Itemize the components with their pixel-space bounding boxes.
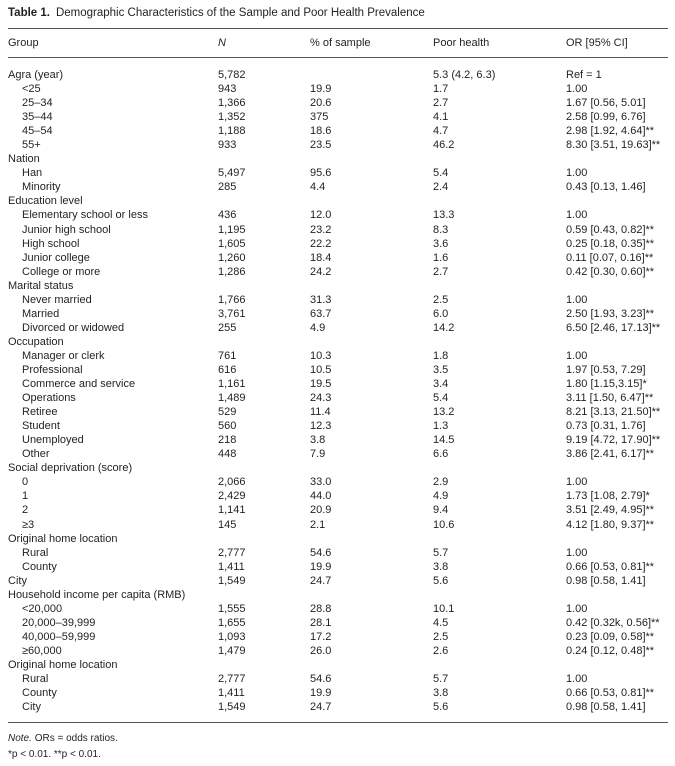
section-header-row: [0, 461, 675, 475]
cell-poor-health: 10.6: [433, 518, 455, 531]
cell-or-ci: 4.12 [1.80, 9.37]**: [566, 518, 655, 531]
cell-poor-health: 8.3: [433, 223, 449, 236]
cell-percent: 18.6: [310, 125, 332, 138]
cell-poor-health: 1.7: [433, 83, 449, 96]
table-row: [0, 602, 675, 616]
cell-or-ci: 1.00: [566, 167, 588, 180]
cell-group: 55+: [22, 139, 41, 152]
table-row: [0, 321, 675, 335]
cell-poor-health: 13.2: [433, 406, 455, 419]
cell-percent: 26.0: [310, 644, 332, 657]
cell-percent: 33.0: [310, 476, 332, 489]
cell-percent: 23.5: [310, 139, 332, 152]
cell-poor-health: 4.9: [433, 490, 449, 503]
table-row: [0, 124, 675, 138]
note-text: ORs = odds ratios.: [34, 733, 118, 744]
cell-group: Student: [22, 420, 60, 433]
cell-n: 2,066: [218, 476, 246, 489]
table-row: [0, 560, 675, 574]
cell-or-ci: 0.73 [0.31, 1.76]: [566, 420, 646, 433]
cell-or-ci: 0.42 [0.30, 0.60]**: [566, 265, 655, 278]
table-caption: Demographic Characteristics of the Sample and Poor Health Prevalence: [55, 7, 425, 19]
cell-n: 560: [218, 420, 237, 433]
cell-n: 761: [218, 349, 237, 362]
table-row: [0, 433, 675, 447]
cell-percent: 10.3: [310, 349, 332, 362]
cell-group: 0: [22, 476, 29, 489]
cell-or-ci: 2.58 [0.99, 6.76]: [566, 111, 646, 124]
cell-poor-health: 4.1: [433, 111, 449, 124]
cell-n: 2,777: [218, 673, 246, 686]
table-row: [0, 672, 675, 686]
cell-percent: 24.3: [310, 392, 332, 405]
cell-percent: 63.7: [310, 307, 332, 320]
cell-n: 2,777: [218, 546, 246, 559]
cell-poor-health: 13.3: [433, 209, 455, 222]
header-or-ci: OR [95% CI]: [566, 37, 628, 49]
cell-n: 529: [218, 406, 237, 419]
table-header: [0, 36, 675, 52]
cell-percent: 375: [310, 111, 329, 124]
cell-group: City: [22, 701, 41, 714]
cell-percent: 19.9: [310, 560, 332, 573]
cell-group: Minority: [22, 181, 61, 194]
cell-poor-health: 46.2: [433, 139, 455, 152]
cell-group: Junior college: [22, 251, 90, 264]
cell-n: 1,489: [218, 392, 246, 405]
table-body: [0, 68, 675, 714]
cell-group: Elementary school or less: [22, 209, 148, 222]
table-label: Table 1.: [8, 7, 50, 19]
cell-n: 1,411: [218, 687, 245, 700]
cell-percent: 18.4: [310, 251, 332, 264]
cell-group: Unemployed: [22, 434, 84, 447]
cell-poor-health: 5.6: [433, 701, 449, 714]
cell-percent: 3.8: [310, 434, 326, 447]
table-row: [0, 405, 675, 419]
cell-or-ci: 2.98 [1.92, 4.64]**: [566, 125, 655, 138]
table-row: [0, 630, 675, 644]
cell-group: Han: [22, 167, 43, 180]
cell-percent: 12.3: [310, 420, 332, 433]
cell-or-ci: 2.50 [1.93, 3.23]**: [566, 307, 655, 320]
cell-poor-health: 5.3 (4.2, 6.3): [433, 69, 496, 81]
cell-group: Occupation: [8, 335, 64, 348]
cell-group: ≥60,000: [22, 644, 62, 657]
cell-n: 1,549: [218, 574, 246, 587]
cell-n: 448: [218, 448, 237, 461]
top-rule: [8, 28, 668, 29]
cell-n: 1,655: [218, 616, 246, 629]
table-row: [0, 574, 675, 588]
cell-n: 1,411: [218, 560, 245, 573]
table-row: [0, 546, 675, 560]
cell-percent: 28.1: [310, 616, 332, 629]
cell-poor-health: 2.5: [433, 630, 449, 643]
cell-poor-health: 5.6: [433, 574, 449, 587]
cell-group: County: [22, 687, 57, 700]
cell-n: 436: [218, 209, 237, 222]
cell-poor-health: 3.4: [433, 378, 449, 391]
section-header-row: [0, 194, 675, 208]
cell-group: 45–54: [22, 125, 53, 138]
cell-poor-health: 3.5: [433, 363, 449, 376]
cell-group: Rural: [22, 546, 49, 559]
cell-poor-health: 5.4: [433, 392, 449, 405]
cell-or-ci: 1.00: [566, 602, 588, 615]
table-row: [0, 489, 675, 503]
cell-poor-health: 5.7: [433, 673, 449, 686]
cell-n: 2,429: [218, 490, 246, 503]
table-row: [0, 68, 675, 82]
cell-n: 1,549: [218, 701, 246, 714]
cell-group: 25–34: [22, 97, 53, 110]
cell-group: 1: [22, 490, 29, 503]
cell-or-ci: Ref = 1: [566, 69, 602, 81]
cell-poor-health: 6.6: [433, 448, 449, 461]
cell-poor-health: 14.2: [433, 321, 455, 334]
cell-poor-health: 3.8: [433, 560, 449, 573]
cell-or-ci: 0.42 [0.32k, 0.56]**: [566, 616, 660, 629]
table-row: [0, 349, 675, 363]
cell-poor-health: 2.4: [433, 181, 449, 194]
cell-n: 1,141: [218, 504, 246, 517]
cell-group: Marital status: [8, 279, 74, 292]
cell-percent: 23.2: [310, 223, 332, 236]
cell-or-ci: 1.00: [566, 209, 588, 222]
cell-or-ci: 1.00: [566, 349, 588, 362]
cell-percent: 31.3: [310, 293, 332, 306]
cell-poor-health: 2.9: [433, 476, 449, 489]
cell-n: 1,605: [218, 237, 246, 250]
table-row: [0, 110, 675, 124]
cell-group: Original home location: [8, 658, 118, 671]
table-row: [0, 96, 675, 110]
cell-or-ci: 0.59 [0.43, 0.82]**: [566, 223, 655, 236]
cell-percent: 24.2: [310, 265, 332, 278]
cell-percent: 20.9: [310, 504, 332, 517]
cell-poor-health: 5.7: [433, 546, 449, 559]
section-header-row: [0, 279, 675, 293]
cell-or-ci: 1.80 [1.15,3.15]*: [566, 378, 647, 391]
section-header-row: [0, 588, 675, 602]
cell-percent: 44.0: [310, 490, 332, 503]
table-row: [0, 223, 675, 237]
cell-or-ci: 3.86 [2.41, 6.17]**: [566, 448, 655, 461]
cell-or-ci: 0.23 [0.09, 0.58]**: [566, 630, 655, 643]
cell-group: ≥3: [22, 518, 35, 531]
table-title: [8, 7, 425, 19]
cell-n: 1,093: [218, 630, 246, 643]
cell-n: 218: [218, 434, 237, 447]
cell-percent: 4.9: [310, 321, 326, 334]
cell-poor-health: 14.5: [433, 434, 455, 447]
cell-percent: 22.2: [310, 237, 332, 250]
cell-group: 2: [22, 504, 29, 517]
table-row: [0, 644, 675, 658]
table-row: [0, 419, 675, 433]
table-row: [0, 82, 675, 96]
cell-poor-health: 6.0: [433, 307, 449, 320]
cell-or-ci: 0.24 [0.12, 0.48]**: [566, 644, 655, 657]
cell-group: Nation: [8, 153, 40, 166]
cell-n: 145: [218, 518, 237, 531]
cell-n: 1,260: [218, 251, 246, 264]
cell-poor-health: 5.4: [433, 167, 449, 180]
table-row: [0, 208, 675, 222]
cell-or-ci: 0.66 [0.53, 0.81]**: [566, 560, 655, 573]
cell-or-ci: 1.00: [566, 293, 588, 306]
cell-n: 285: [218, 181, 237, 194]
cell-or-ci: 3.11 [1.50, 6.47]**: [566, 392, 654, 405]
cell-poor-health: 1.6: [433, 251, 449, 264]
cell-group: Married: [22, 307, 60, 320]
cell-group: 40,000–59,999: [22, 630, 96, 643]
cell-or-ci: 3.51 [2.49, 4.95]**: [566, 504, 655, 517]
cell-or-ci: 0.98 [0.58, 1.41]: [566, 701, 646, 714]
cell-n: 1,766: [218, 293, 246, 306]
cell-group: Retiree: [22, 406, 58, 419]
cell-percent: 2.1: [310, 518, 326, 531]
cell-poor-health: 2.7: [433, 265, 449, 278]
table-row: [0, 237, 675, 251]
cell-group: Agra (year): [8, 69, 64, 81]
cell-n: 1,286: [218, 265, 246, 278]
cell-n: 1,188: [218, 125, 246, 138]
cell-or-ci: 1.00: [566, 476, 588, 489]
significance-note: *p < 0.01. **p < 0.01.: [8, 749, 101, 760]
cell-percent: 24.7: [310, 574, 332, 587]
header-percent: % of sample: [310, 37, 371, 49]
cell-percent: 24.7: [310, 701, 332, 714]
header-n: N: [218, 37, 226, 49]
cell-group: 35–44: [22, 111, 53, 124]
cell-n: 1,555: [218, 602, 246, 615]
table-row: [0, 180, 675, 194]
cell-n: 3,761: [218, 307, 246, 320]
cell-percent: 19.9: [310, 687, 332, 700]
cell-or-ci: 8.30 [3.51, 19.63]**: [566, 139, 661, 152]
cell-group: Divorced or widowed: [22, 321, 125, 334]
cell-percent: 28.8: [310, 602, 332, 615]
section-header-row: [0, 532, 675, 546]
cell-poor-health: 3.8: [433, 687, 449, 700]
table-row: [0, 503, 675, 517]
cell-or-ci: 0.11 [0.07, 0.16]**: [566, 251, 654, 264]
cell-group: Professional: [22, 363, 83, 376]
cell-n: 1,366: [218, 97, 246, 110]
cell-group: Junior high school: [22, 223, 111, 236]
cell-or-ci: 8.21 [3.13, 21.50]**: [566, 406, 661, 419]
cell-poor-health: 2.5: [433, 293, 449, 306]
cell-poor-health: 4.5: [433, 616, 449, 629]
cell-group: Household income per capita (RMB): [8, 588, 186, 601]
table-row: [0, 391, 675, 405]
cell-group: Never married: [22, 293, 92, 306]
table-row: [0, 251, 675, 265]
cell-or-ci: 0.66 [0.53, 0.81]**: [566, 687, 655, 700]
table-row: [0, 377, 675, 391]
cell-n: 5,782: [218, 69, 246, 81]
table-row: [0, 265, 675, 279]
cell-or-ci: 1.00: [566, 83, 588, 96]
cell-poor-health: 3.6: [433, 237, 449, 250]
table-row: [0, 307, 675, 321]
section-header-row: [0, 658, 675, 672]
cell-group: Education level: [8, 195, 83, 208]
cell-percent: 12.0: [310, 209, 332, 222]
note-label: Note.: [8, 733, 32, 744]
cell-group: Operations: [22, 392, 76, 405]
cell-group: <20,000: [22, 602, 63, 615]
header-poor-health: Poor health: [433, 37, 490, 49]
cell-group: College or more: [22, 265, 101, 278]
cell-n: 1,161: [218, 378, 246, 391]
table-row: [0, 686, 675, 700]
cell-or-ci: 0.98 [0.58, 1.41]: [566, 574, 646, 587]
cell-poor-health: 9.4: [433, 504, 449, 517]
table-row: [0, 363, 675, 377]
cell-or-ci: 1.97 [0.53, 7.29]: [566, 363, 646, 376]
table-row: [0, 293, 675, 307]
section-header-row: [0, 335, 675, 349]
cell-percent: 7.9: [310, 448, 326, 461]
table-row: [0, 700, 675, 714]
bottom-rule: [8, 722, 668, 723]
cell-percent: 4.4: [310, 181, 326, 194]
cell-n: 933: [218, 139, 237, 152]
cell-n: 1,195: [218, 223, 246, 236]
table-row: [0, 518, 675, 532]
cell-percent: 54.6: [310, 546, 332, 559]
cell-or-ci: 1.00: [566, 546, 588, 559]
cell-group: 20,000–39,999: [22, 616, 96, 629]
cell-group: City: [8, 574, 27, 587]
header-rule: [8, 57, 668, 58]
cell-group: High school: [22, 237, 80, 250]
cell-group: Other: [22, 448, 50, 461]
cell-n: 5,497: [218, 167, 246, 180]
cell-or-ci: 0.43 [0.13, 1.46]: [566, 181, 646, 194]
cell-percent: 10.5: [310, 363, 332, 376]
section-header-row: [0, 152, 675, 166]
cell-n: 616: [218, 363, 237, 376]
table-row: [0, 616, 675, 630]
table-row: [0, 166, 675, 180]
cell-group: Commerce and service: [22, 378, 136, 391]
cell-or-ci: 1.67 [0.56, 5.01]: [566, 97, 646, 110]
cell-group: <25: [22, 83, 41, 96]
cell-group: Original home location: [8, 532, 118, 545]
cell-or-ci: 9.19 [4.72, 17.90]**: [566, 434, 661, 447]
cell-n: 943: [218, 83, 237, 96]
table-row: [0, 138, 675, 152]
cell-percent: 20.6: [310, 97, 332, 110]
table-note: [8, 733, 118, 744]
cell-poor-health: 2.7: [433, 97, 449, 110]
cell-group: County: [22, 560, 57, 573]
cell-or-ci: 0.25 [0.18, 0.35]**: [566, 237, 655, 250]
cell-percent: 95.6: [310, 167, 332, 180]
cell-n: 255: [218, 321, 237, 334]
cell-poor-health: 1.8: [433, 349, 449, 362]
cell-percent: 19.5: [310, 378, 332, 391]
table-row: [0, 475, 675, 489]
cell-percent: 11.4: [310, 406, 331, 419]
cell-poor-health: 4.7: [433, 125, 449, 138]
cell-percent: 17.2: [310, 630, 332, 643]
cell-percent: 19.9: [310, 83, 332, 96]
cell-n: 1,479: [218, 644, 246, 657]
table-row: [0, 447, 675, 461]
cell-percent: 54.6: [310, 673, 332, 686]
cell-or-ci: 1.73 [1.08, 2.79]*: [566, 490, 650, 503]
header-group: Group: [8, 37, 39, 49]
cell-group: Rural: [22, 673, 49, 686]
cell-poor-health: 2.6: [433, 644, 449, 657]
cell-or-ci: 1.00: [566, 673, 588, 686]
cell-poor-health: 1.3: [433, 420, 449, 433]
cell-n: 1,352: [218, 111, 246, 124]
cell-poor-health: 10.1: [433, 602, 455, 615]
cell-group: Social deprivation (score): [8, 462, 133, 475]
cell-or-ci: 6.50 [2.46, 17.13]**: [566, 321, 661, 334]
cell-group: Manager or clerk: [22, 349, 105, 362]
